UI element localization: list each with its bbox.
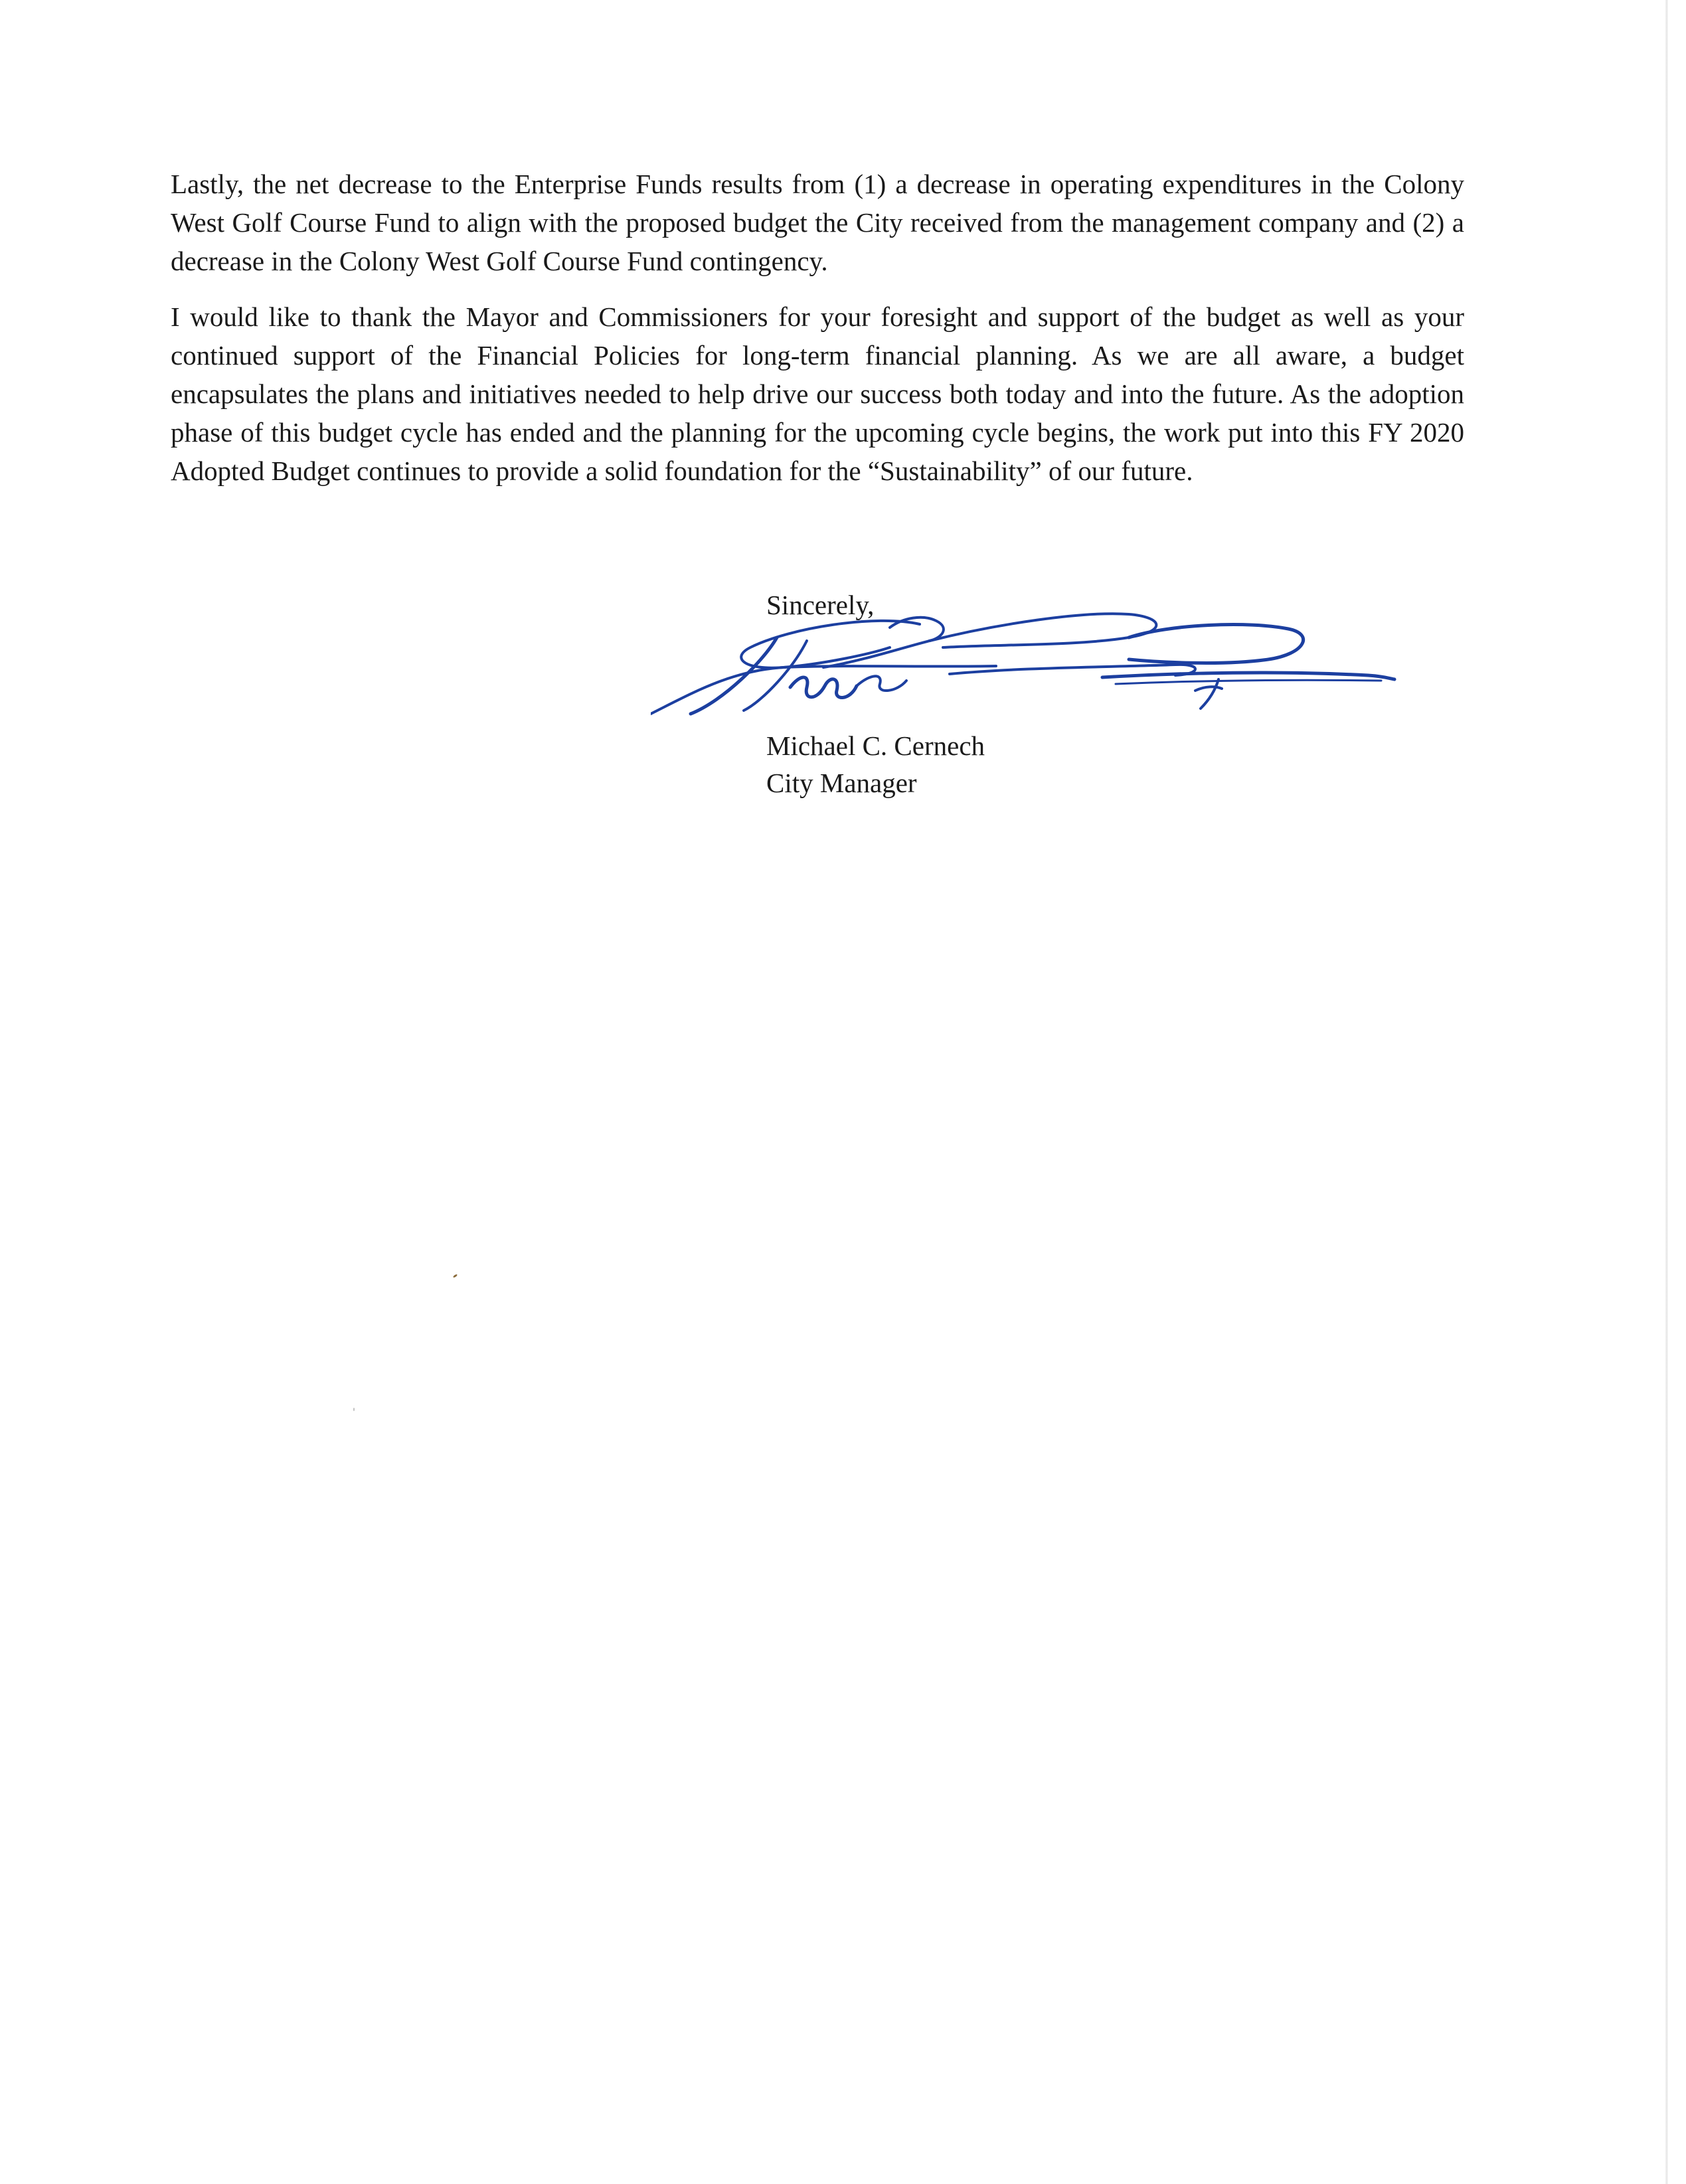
signer-name: Michael C. Cernech	[766, 730, 985, 761]
scan-speck	[453, 1274, 458, 1278]
letter-body	[171, 165, 1464, 507]
handwritten-signature	[651, 601, 1408, 754]
closing-salutation: Sincerely,	[766, 590, 875, 620]
signer-title: City Manager	[766, 768, 917, 798]
scan-edge	[1665, 0, 1668, 2184]
scan-speck	[353, 1408, 355, 1411]
paragraph-enterprise-funds: Lastly, the net decrease to the Enterprise Funds results from (1) a decrease in operating expenditures in the Colony West Golf Course Fund to align with the proposed budget the City received from the management company and (2) a decrease in the Colony West Golf Course Fund contingency.	[171, 169, 1464, 276]
paragraph-thanks: I would like to thank the Mayor and Commissioners for your foresight and support of the budget as well as your continued support of the Financial Policies for long-term financial planning. As we are all aware, a budget encapsulates the plans and initiatives needed to help drive our success both today and into the future. As the adoption phase of this budget cycle has ended and the planning for the upcoming cycle begins, the work put into this FY 2020 Adopted Budget continues to provide a solid foundation for the “Sustainability” of our future.	[171, 301, 1464, 486]
